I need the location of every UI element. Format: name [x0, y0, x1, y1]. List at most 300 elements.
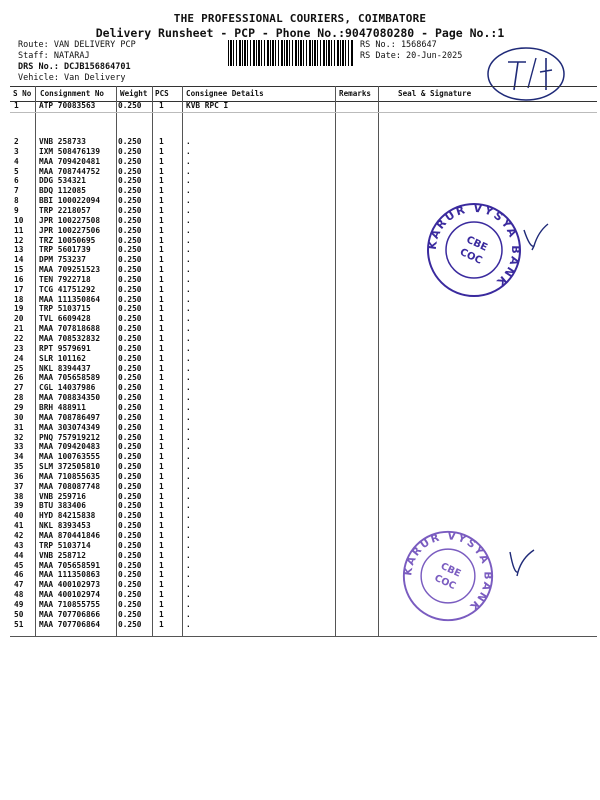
cell-sno: 38: [14, 491, 24, 501]
cell-consignment-no: MAA 100763555: [39, 452, 101, 462]
cell-consignment-no: TVL 6609428: [39, 314, 91, 324]
table-row: [10, 101, 597, 111]
cell-consignee-details: .: [186, 137, 191, 146]
cell-sno: 45: [14, 560, 24, 570]
cell-weight: 0.250: [118, 481, 142, 491]
cell-consignee-details: .: [186, 294, 191, 304]
cell-weight: 0.250: [118, 570, 142, 580]
cell-pcs: 1: [159, 294, 164, 304]
cell-sno: 39: [14, 501, 24, 511]
cell-sno: 12: [14, 235, 24, 245]
cell-pcs: 1: [159, 511, 164, 521]
table-row: [10, 531, 597, 541]
cell-weight: 0.250: [118, 304, 142, 314]
runsheet-subtitle: Delivery Runsheet - PCP - Phone No.:9047080280 - Page No.:1: [95, 26, 505, 40]
table-row: [10, 334, 597, 344]
table-header: [10, 86, 597, 102]
cell-sno: 23: [14, 343, 24, 353]
col-remarks: Remarks: [339, 89, 372, 98]
cell-consignee-details: .: [186, 452, 191, 462]
cell-consignee-details: .: [186, 412, 191, 422]
cell-consignment-no: MAA 709251523: [39, 265, 101, 275]
cell-consignment-no: MAA 708532832: [39, 334, 101, 343]
cell-pcs: 1: [159, 186, 164, 196]
cell-weight: 0.250: [118, 590, 142, 600]
table-row: [10, 354, 597, 364]
cell-weight: 0.250: [118, 255, 142, 265]
cell-pcs: 1: [159, 324, 164, 334]
cell-pcs: 1: [159, 491, 164, 501]
cell-consignment-no: VNB 259716: [39, 491, 86, 501]
cell-sno: 13: [14, 245, 24, 255]
cell-sno: 31: [14, 422, 24, 432]
cell-consignee-details: .: [186, 314, 191, 324]
cell-consignment-no: NKL 8394437: [39, 363, 91, 373]
cell-consignee-details: .: [186, 540, 191, 550]
table-row: [10, 472, 597, 482]
cell-consignment-no: NKL 8393453: [39, 521, 91, 531]
table-row: [10, 383, 597, 393]
cell-pcs: 1: [159, 265, 164, 275]
cell-consignee-details: .: [186, 334, 191, 343]
cell-consignment-no: CGL 14037986: [39, 383, 96, 393]
cell-pcs: 1: [159, 284, 164, 294]
cell-consignment-no: MAA 870441846: [39, 531, 101, 540]
table-row: [10, 580, 597, 590]
cell-pcs: 1: [159, 304, 164, 314]
cell-consignee-details: .: [186, 205, 191, 215]
cell-sno: 51: [14, 619, 24, 629]
cell-sno: 9: [14, 205, 19, 215]
cell-pcs: 1: [159, 156, 164, 166]
cell-sno: 32: [14, 432, 24, 442]
cell-pcs: 1: [159, 590, 164, 600]
cell-pcs: 1: [159, 146, 164, 156]
cell-consignee-details: .: [186, 176, 191, 186]
table-row: [10, 501, 597, 511]
table-row: [10, 176, 597, 186]
cell-consignee-details: .: [186, 521, 191, 531]
stamp-ring-text: KARUR VYSYA BANK: [402, 530, 494, 614]
cell-weight: 0.250: [118, 215, 142, 225]
cell-sno: 29: [14, 402, 24, 412]
cell-weight: 0.250: [118, 363, 142, 373]
cell-weight: 0.250: [118, 186, 142, 196]
cell-pcs: 1: [159, 101, 164, 110]
cell-sno: 16: [14, 274, 24, 284]
cell-consignment-no: MAA 705658589: [39, 373, 101, 383]
cell-consignment-no: JPR 100227508: [39, 215, 101, 225]
cell-consignment-no: TRZ 10050695: [39, 235, 96, 245]
cell-sno: 47: [14, 580, 24, 590]
cell-weight: 0.250: [118, 501, 142, 511]
cell-consignee-details: .: [186, 255, 191, 265]
cell-weight: 0.250: [118, 462, 142, 472]
table-row: [10, 304, 597, 314]
cell-sno: 19: [14, 304, 24, 314]
stamp-center-2: COC: [457, 246, 484, 267]
table-row: [10, 462, 597, 472]
cell-sno: 36: [14, 471, 24, 481]
cell-pcs: 1: [159, 599, 164, 609]
cell-consignee-details: .: [186, 265, 191, 275]
rs-number: RS No.: 1568647: [360, 40, 437, 50]
cell-sno: 17: [14, 284, 24, 294]
table-row: [10, 344, 597, 354]
cell-weight: 0.250: [118, 101, 142, 110]
cell-consignment-no: BTU 383406: [39, 501, 86, 511]
company-title: THE PROFESSIONAL COURIERS, COIMBATORE: [173, 12, 427, 25]
cell-pcs: 1: [159, 255, 164, 265]
cell-consignee-details: .: [186, 402, 191, 412]
vehicle-text: Vehicle: Van Delivery: [18, 73, 126, 83]
cell-weight: 0.250: [118, 166, 142, 176]
table-bottom-rule: [10, 636, 597, 637]
cell-consignment-no: VNB 258733: [39, 137, 86, 146]
cell-consignee-details: .: [186, 166, 191, 176]
cell-consignment-no: MAA 710855755: [39, 599, 101, 609]
cell-consignment-no: TRP 5601739: [39, 245, 91, 255]
table-row: [10, 610, 597, 620]
cell-pcs: 1: [159, 412, 164, 422]
cell-consignee-details: .: [186, 225, 191, 235]
cell-sno: 30: [14, 412, 24, 422]
rs-date: RS Date: 20-Jun-2025: [360, 51, 463, 61]
cell-weight: 0.250: [118, 471, 142, 481]
cell-pcs: 1: [159, 521, 164, 531]
cell-sno: 1: [14, 101, 19, 110]
cell-consignee-details: .: [186, 373, 191, 383]
barcode: [228, 40, 354, 66]
cell-pcs: 1: [159, 137, 164, 146]
cell-consignee-details: .: [186, 560, 191, 570]
cell-sno: 50: [14, 609, 24, 619]
cell-weight: 0.250: [118, 383, 142, 393]
table-row: [10, 373, 597, 383]
staff-text: Staff: NATARAJ: [18, 51, 90, 61]
cell-weight: 0.250: [118, 294, 142, 304]
cell-weight: 0.250: [118, 619, 142, 629]
cell-consignment-no: PNQ 757919212: [39, 432, 101, 442]
cell-consignee-details: .: [186, 284, 191, 294]
table-row: [10, 186, 597, 196]
cell-consignment-no: MAA 707706866: [39, 609, 101, 619]
table-row: [10, 600, 597, 610]
cell-pcs: 1: [159, 580, 164, 590]
cell-pcs: 1: [159, 166, 164, 176]
cell-sno: 48: [14, 590, 24, 600]
cell-weight: 0.250: [118, 521, 142, 531]
stamp-ring-text: KARUR VYSYA BANK: [425, 201, 523, 290]
cell-consignment-no: TRP 2218057: [39, 205, 91, 215]
cell-consignment-no: MAA 708786497: [39, 412, 101, 422]
cell-consignee-details: .: [186, 481, 191, 491]
cell-consignee-details: .: [186, 383, 191, 393]
cell-consignee-details: .: [186, 353, 191, 363]
cell-consignee-details: .: [186, 343, 191, 353]
cell-sno: 3: [14, 146, 19, 156]
table-row: [10, 157, 597, 167]
cell-sno: 18: [14, 294, 24, 304]
col-pcs: PCS: [155, 89, 169, 98]
col-consignment: Consignment No: [40, 89, 105, 98]
cell-sno: 44: [14, 550, 24, 560]
cell-pcs: 1: [159, 481, 164, 491]
cell-consignee-details: .: [186, 501, 191, 511]
cell-weight: 0.250: [118, 343, 142, 353]
handwritten-signature: [520, 222, 554, 252]
table-row: [10, 511, 597, 521]
stamp-center-1: CBE: [438, 560, 463, 580]
cell-consignee-details: .: [186, 599, 191, 609]
table-row: [10, 167, 597, 177]
table-row: [10, 433, 597, 443]
table-row: [10, 413, 597, 423]
cell-weight: 0.250: [118, 176, 142, 186]
cell-consignment-no: MAA 710855635: [39, 471, 101, 481]
cell-weight: 0.250: [118, 137, 142, 146]
cell-consignee-details: .: [186, 156, 191, 166]
table-row: [10, 403, 597, 413]
cell-sno: 33: [14, 442, 24, 452]
cell-pcs: 1: [159, 343, 164, 353]
table-row: [10, 147, 597, 157]
cell-consignment-no: DPM 753237: [39, 255, 86, 265]
cell-sno: 41: [14, 521, 24, 531]
cell-pcs: 1: [159, 609, 164, 619]
cell-sno: 20: [14, 314, 24, 324]
cell-sno: 34: [14, 452, 24, 462]
cell-consignment-no: BBI 100022094: [39, 196, 101, 206]
cell-consignee-details: .: [186, 442, 191, 452]
table-row: [10, 324, 597, 334]
cell-consignee-details: .: [186, 590, 191, 600]
cell-weight: 0.250: [118, 580, 142, 590]
cell-consignee-details: .: [186, 235, 191, 245]
cell-sno: 10: [14, 215, 24, 225]
col-sno: S No: [13, 89, 32, 98]
cell-weight: 0.250: [118, 599, 142, 609]
cell-pcs: 1: [159, 560, 164, 570]
cell-pcs: 1: [159, 225, 164, 235]
cell-consignee-details: .: [186, 491, 191, 501]
cell-pcs: 1: [159, 402, 164, 412]
cell-consignee-details: .: [186, 274, 191, 284]
stamp-center-2: COC: [432, 572, 458, 593]
row-separator: [10, 112, 597, 113]
cell-weight: 0.250: [118, 609, 142, 619]
cell-sno: 4: [14, 156, 19, 166]
cell-pcs: 1: [159, 196, 164, 206]
cell-sno: 5: [14, 166, 19, 176]
cell-sno: 8: [14, 196, 19, 206]
cell-weight: 0.250: [118, 314, 142, 324]
cell-pcs: 1: [159, 393, 164, 403]
cell-sno: 22: [14, 334, 24, 343]
cell-consignment-no: MAA 707706864: [39, 619, 101, 629]
cell-sno: 35: [14, 462, 24, 472]
cell-consignee-details: .: [186, 619, 191, 629]
cell-sno: 6: [14, 176, 19, 186]
cell-consignee-details: .: [186, 304, 191, 314]
cell-consignee-details: .: [186, 393, 191, 403]
cell-sno: 49: [14, 599, 24, 609]
cell-consignment-no: JPR 100227506: [39, 225, 101, 235]
table-row: [10, 590, 597, 600]
cell-consignee-details: .: [186, 324, 191, 334]
cell-pcs: 1: [159, 501, 164, 511]
cell-sno: 26: [14, 373, 24, 383]
cell-pcs: 1: [159, 373, 164, 383]
table-row: [10, 521, 597, 531]
cell-sno: 28: [14, 393, 24, 403]
table-row: [10, 482, 597, 492]
cell-weight: 0.250: [118, 235, 142, 245]
cell-consignee-details: .: [186, 511, 191, 521]
cell-consignee-details: .: [186, 245, 191, 255]
cell-consignment-no: HYD 84215838: [39, 511, 96, 521]
cell-pcs: 1: [159, 452, 164, 462]
cell-sno: 46: [14, 570, 24, 580]
cell-pcs: 1: [159, 432, 164, 442]
cell-consignee-details: .: [186, 363, 191, 373]
cell-weight: 0.250: [118, 442, 142, 452]
cell-pcs: 1: [159, 363, 164, 373]
cell-pcs: 1: [159, 471, 164, 481]
cell-weight: 0.250: [118, 432, 142, 442]
cell-consignment-no: TRP 5103714: [39, 540, 91, 550]
cell-consignment-no: ATP 70083563: [39, 101, 96, 110]
cell-weight: 0.250: [118, 265, 142, 275]
cell-sno: 37: [14, 481, 24, 491]
cell-consignment-no: DDG 534321: [39, 176, 86, 186]
cell-pcs: 1: [159, 176, 164, 186]
cell-sno: 42: [14, 531, 24, 540]
table-row: [10, 137, 597, 147]
cell-consignment-no: BDQ 112085: [39, 186, 86, 196]
cell-weight: 0.250: [118, 284, 142, 294]
cell-sno: 7: [14, 186, 19, 196]
cell-consignment-no: MAA 400102973: [39, 580, 101, 590]
cell-consignee-details: .: [186, 215, 191, 225]
cell-weight: 0.250: [118, 540, 142, 550]
cell-consignee-details: .: [186, 146, 191, 156]
cell-sno: 11: [14, 225, 24, 235]
cell-sno: 24: [14, 353, 24, 363]
cell-weight: 0.250: [118, 402, 142, 412]
cell-consignment-no: MAA 400102974: [39, 590, 101, 600]
cell-pcs: 1: [159, 334, 164, 343]
cell-sno: 27: [14, 383, 24, 393]
cell-pcs: 1: [159, 462, 164, 472]
cell-weight: 0.250: [118, 373, 142, 383]
cell-sno: 2: [14, 137, 19, 146]
cell-sno: 15: [14, 265, 24, 275]
table-row: [10, 452, 597, 462]
table-row: [10, 492, 597, 502]
cell-consignment-no: TRP 5103715: [39, 304, 91, 314]
cell-weight: 0.250: [118, 196, 142, 206]
route-text: Route: VAN DELIVERY PCP: [18, 40, 136, 50]
cell-weight: 0.250: [118, 422, 142, 432]
cell-consignment-no: IXM 508476139: [39, 146, 101, 156]
cell-consignee-details: .: [186, 462, 191, 472]
cell-consignment-no: MAA 707818688: [39, 324, 101, 334]
cell-consignment-no: TCG 41751292: [39, 284, 96, 294]
cell-consignee-details: .: [186, 432, 191, 442]
cell-pcs: 1: [159, 619, 164, 629]
cell-consignment-no: MAA 111350863: [39, 570, 101, 580]
col-seal: Seal & Signature: [398, 89, 472, 98]
cell-sno: 43: [14, 540, 24, 550]
cell-consignee-details: .: [186, 422, 191, 432]
cell-consignment-no: MAA 111350864: [39, 294, 101, 304]
cell-weight: 0.250: [118, 156, 142, 166]
cell-consignment-no: MAA 708834350: [39, 393, 101, 403]
cell-consignee-details: .: [186, 531, 191, 540]
cell-pcs: 1: [159, 274, 164, 284]
cell-consignment-no: TEN 7922718: [39, 274, 91, 284]
cell-pcs: 1: [159, 531, 164, 540]
cell-pcs: 1: [159, 235, 164, 245]
cell-weight: 0.250: [118, 412, 142, 422]
col-weight: Weight: [120, 89, 148, 98]
cell-sno: 14: [14, 255, 24, 265]
cell-consignment-no: MAA 303074349: [39, 422, 101, 432]
cell-weight: 0.250: [118, 560, 142, 570]
stamp-center-1: CBE: [464, 234, 489, 254]
cell-weight: 0.250: [118, 511, 142, 521]
cell-weight: 0.250: [118, 531, 142, 540]
cell-consignment-no: MAA 705658591: [39, 560, 101, 570]
handwritten-signature: [504, 546, 538, 578]
cell-sno: 25: [14, 363, 24, 373]
cell-weight: 0.250: [118, 334, 142, 343]
cell-consignee-details: .: [186, 580, 191, 590]
cell-consignment-no: MAA 708744752: [39, 166, 101, 176]
table-row: [10, 442, 597, 452]
cell-pcs: 1: [159, 205, 164, 215]
cell-consignee-details: .: [186, 570, 191, 580]
cell-weight: 0.250: [118, 550, 142, 560]
cell-consignee-details: .: [186, 186, 191, 196]
cell-weight: 0.250: [118, 324, 142, 334]
cell-pcs: 1: [159, 570, 164, 580]
table-row: [10, 393, 597, 403]
cell-pcs: 1: [159, 422, 164, 432]
cell-consignee-details: .: [186, 196, 191, 206]
cell-weight: 0.250: [118, 245, 142, 255]
drs-number: DRS No.: DCJB156864701: [18, 62, 131, 72]
cell-weight: 0.250: [118, 452, 142, 462]
cell-pcs: 1: [159, 353, 164, 363]
cell-consignee-details: KVB RPC I: [186, 101, 229, 110]
cell-weight: 0.250: [118, 491, 142, 501]
cell-consignment-no: RPT 9579691: [39, 343, 91, 353]
cell-pcs: 1: [159, 550, 164, 560]
cell-weight: 0.250: [118, 205, 142, 215]
cell-consignment-no: BRH 488911: [39, 402, 86, 412]
cell-consignee-details: .: [186, 471, 191, 481]
table-row: [10, 314, 597, 324]
cell-consignment-no: VNB 258712: [39, 550, 86, 560]
cell-consignee-details: .: [186, 550, 191, 560]
cell-consignment-no: MAA 708087748: [39, 481, 101, 491]
cell-consignment-no: SLM 372505810: [39, 462, 101, 472]
cell-consignment-no: MAA 709420481: [39, 156, 101, 166]
cell-pcs: 1: [159, 442, 164, 452]
cell-pcs: 1: [159, 215, 164, 225]
